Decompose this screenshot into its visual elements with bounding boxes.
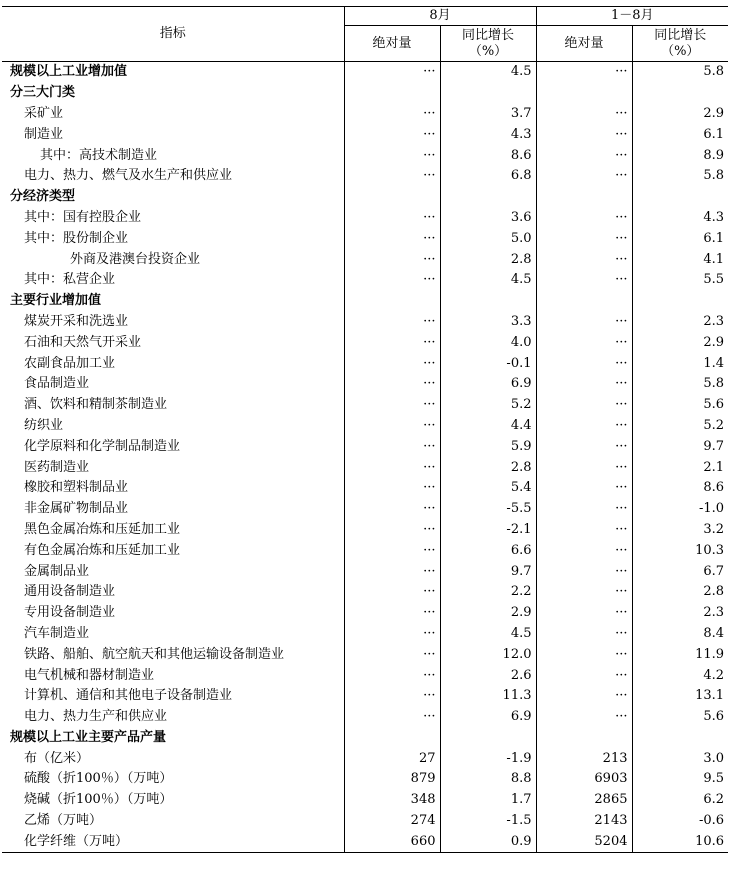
jan-aug-absolute: ···	[536, 436, 632, 457]
row-label: 乙烯（万吨）	[2, 811, 344, 832]
table-row	[2, 644, 728, 665]
row-label: 电力、热力生产和供应业	[2, 707, 344, 728]
aug-absolute: 27	[344, 748, 440, 769]
aug-yoy: 1.7	[440, 790, 536, 811]
row-label: 其中：股份制企业	[2, 228, 344, 249]
aug-yoy: 8.6	[440, 145, 536, 166]
jan-aug-yoy: 5.6	[703, 709, 725, 725]
jan-aug-yoy: 6.2	[703, 792, 725, 808]
jan-aug-yoy: 6.7	[703, 563, 725, 579]
table-row	[2, 540, 728, 561]
aug-yoy: 2.6	[440, 665, 536, 686]
jan-aug-absolute	[536, 291, 632, 312]
table-row	[2, 686, 728, 707]
aug-absolute: ···	[344, 624, 440, 645]
aug-absolute: ···	[344, 540, 440, 561]
aug-yoy: 12.0	[440, 644, 536, 665]
jan-aug-absolute: ···	[536, 582, 632, 603]
aug-yoy: 6.8	[440, 166, 536, 187]
table-row	[2, 62, 728, 83]
aug-absolute: ···	[344, 104, 440, 125]
jan-aug-absolute: ···	[536, 353, 632, 374]
jan-aug-absolute: ···	[536, 624, 632, 645]
table-row	[2, 208, 728, 229]
aug-yoy: 5.9	[440, 436, 536, 457]
jan-aug-yoy: 4.3	[703, 209, 725, 225]
aug-absolute: ···	[344, 124, 440, 145]
jan-aug-absolute: ···	[536, 416, 632, 437]
jan-aug-yoy	[632, 83, 728, 104]
jan-aug-absolute: ···	[536, 228, 632, 249]
row-label: 食品制造业	[2, 374, 344, 395]
aug-yoy: 3.6	[440, 208, 536, 229]
row-label: 规模以上工业主要产品产量	[2, 728, 344, 749]
row-label: 非金属矿物制品业	[2, 499, 344, 520]
aug-yoy: 5.4	[440, 478, 536, 499]
jan-aug-yoy: 9.5	[703, 771, 725, 787]
aug-absolute	[344, 728, 440, 749]
aug-yoy	[440, 728, 536, 749]
jan-aug-yoy: 4.1	[703, 251, 725, 267]
aug-absolute: ···	[344, 166, 440, 187]
table-row	[2, 187, 728, 208]
jan-aug-yoy: 5.8	[703, 64, 725, 80]
row-label: 布（亿米）	[2, 748, 344, 769]
row-label: 农副食品加工业	[2, 353, 344, 374]
jan-aug-absolute: 5204	[536, 831, 632, 852]
aug-absolute: ···	[344, 520, 440, 541]
jan-aug-absolute: ···	[536, 208, 632, 229]
table-row	[2, 270, 728, 291]
row-label: 制造业	[2, 124, 344, 145]
jan-aug-yoy: 9.7	[703, 438, 725, 454]
aug-absolute: ···	[344, 665, 440, 686]
aug-absolute: ···	[344, 416, 440, 437]
aug-absolute: ···	[344, 603, 440, 624]
jan-aug-absolute: ···	[536, 686, 632, 707]
table-row	[2, 124, 728, 145]
jan-aug-yoy: 5.2	[703, 417, 725, 433]
aug-yoy: 0.9	[440, 831, 536, 852]
aug-absolute	[344, 291, 440, 312]
table-row	[2, 603, 728, 624]
aug-yoy: 3.3	[440, 312, 536, 333]
table-row	[2, 478, 728, 499]
jan-aug-yoy: 2.3	[703, 313, 725, 329]
jan-aug-yoy	[632, 187, 728, 208]
aug-absolute: ···	[344, 436, 440, 457]
aug-absolute: ···	[344, 686, 440, 707]
row-label: 金属制品业	[2, 561, 344, 582]
abs-header-jan-aug: 绝对量	[536, 26, 632, 62]
aug-absolute: 879	[344, 769, 440, 790]
table-row	[2, 83, 728, 104]
aug-yoy: 6.9	[440, 374, 536, 395]
row-label: 汽车制造业	[2, 624, 344, 645]
row-label: 铁路、船舶、航空航天和其他运输设备制造业	[2, 644, 344, 665]
table-row	[2, 291, 728, 312]
row-label: 其中：国有控股企业	[2, 208, 344, 229]
row-label: 医药制造业	[2, 457, 344, 478]
aug-yoy: 4.0	[440, 332, 536, 353]
aug-yoy: -5.5	[440, 499, 536, 520]
aug-yoy: 5.0	[440, 228, 536, 249]
jan-aug-absolute: 2143	[536, 811, 632, 832]
jan-aug-yoy: 10.3	[695, 542, 725, 558]
jan-aug-absolute	[536, 728, 632, 749]
aug-absolute: ···	[344, 707, 440, 728]
jan-aug-absolute: ···	[536, 603, 632, 624]
jan-aug-absolute: ···	[536, 457, 632, 478]
industrial-stats-table	[2, 6, 728, 853]
aug-yoy: 6.9	[440, 707, 536, 728]
jan-aug-absolute: ···	[536, 707, 632, 728]
aug-yoy	[440, 83, 536, 104]
aug-absolute	[344, 83, 440, 104]
table-row	[2, 312, 728, 333]
jan-aug-absolute: ···	[536, 540, 632, 561]
jan-aug-absolute: ···	[536, 312, 632, 333]
aug-yoy: 2.2	[440, 582, 536, 603]
abs-header-aug: 绝对量	[344, 26, 440, 62]
aug-yoy: -2.1	[440, 520, 536, 541]
jan-aug-absolute: ···	[536, 395, 632, 416]
row-label: 石油和天然气开采业	[2, 332, 344, 353]
jan-aug-yoy: 3.0	[703, 750, 725, 766]
group-header-jan-aug: 1－8月	[536, 7, 728, 26]
jan-aug-yoy: 8.6	[703, 480, 725, 496]
aug-yoy: 4.5	[440, 270, 536, 291]
jan-aug-yoy: 8.4	[703, 625, 725, 641]
aug-yoy: 4.5	[440, 624, 536, 645]
jan-aug-yoy: 5.8	[703, 168, 725, 184]
jan-aug-absolute: 213	[536, 748, 632, 769]
row-label: 计算机、通信和其他电子设备制造业	[2, 686, 344, 707]
row-label: 采矿业	[2, 104, 344, 125]
jan-aug-absolute	[536, 187, 632, 208]
jan-aug-absolute: 2865	[536, 790, 632, 811]
jan-aug-yoy: 10.6	[632, 831, 728, 852]
aug-yoy: 4.3	[440, 124, 536, 145]
row-label: 酒、饮料和精制茶制造业	[2, 395, 344, 416]
table-row	[2, 728, 728, 749]
aug-absolute: ···	[344, 374, 440, 395]
jan-aug-absolute: 6903	[536, 769, 632, 790]
table-row	[2, 769, 728, 790]
jan-aug-absolute: ···	[536, 478, 632, 499]
row-label: 电力、热力、燃气及水生产和供应业	[2, 166, 344, 187]
table-row	[2, 228, 728, 249]
aug-yoy: 3.7	[440, 104, 536, 125]
row-label: 煤炭开采和洗选业	[2, 312, 344, 333]
row-label: 有色金属冶炼和压延加工业	[2, 540, 344, 561]
jan-aug-yoy: 2.1	[703, 459, 725, 475]
jan-aug-yoy: 6.1	[703, 230, 725, 246]
table-row	[2, 811, 728, 832]
table-row	[2, 457, 728, 478]
table-row	[2, 520, 728, 541]
table-row	[2, 353, 728, 374]
jan-aug-yoy: -1.0	[698, 501, 725, 517]
aug-absolute: ···	[344, 332, 440, 353]
jan-aug-yoy: 3.2	[703, 521, 725, 537]
aug-yoy	[440, 291, 536, 312]
jan-aug-yoy: 5.5	[703, 272, 725, 288]
aug-absolute: ···	[344, 62, 440, 83]
jan-aug-absolute: ···	[536, 520, 632, 541]
aug-yoy: 2.8	[440, 249, 536, 270]
jan-aug-yoy: 6.1	[703, 126, 725, 142]
aug-yoy: 4.4	[440, 416, 536, 437]
row-label: 化学原料和化学制品制造业	[2, 436, 344, 457]
aug-absolute: 348	[344, 790, 440, 811]
row-label: 黑色金属冶炼和压延加工业	[2, 520, 344, 541]
jan-aug-absolute: ···	[536, 644, 632, 665]
table-row	[2, 582, 728, 603]
aug-absolute: ···	[344, 249, 440, 270]
aug-yoy: 11.3	[440, 686, 536, 707]
indicator-header: 指标	[2, 7, 344, 62]
aug-absolute: ···	[344, 312, 440, 333]
table-row	[2, 145, 728, 166]
aug-absolute: ···	[344, 395, 440, 416]
aug-absolute: ···	[344, 644, 440, 665]
row-label: 专用设备制造业	[2, 603, 344, 624]
table-row	[2, 166, 728, 187]
jan-aug-absolute: ···	[536, 124, 632, 145]
row-label: 外商及港澳台投资企业	[2, 249, 344, 270]
jan-aug-yoy: 2.3	[703, 605, 725, 621]
aug-absolute: 660	[344, 831, 440, 852]
table-row	[2, 561, 728, 582]
table-row	[2, 395, 728, 416]
aug-yoy: 2.9	[440, 603, 536, 624]
row-label: 纺织业	[2, 416, 344, 437]
aug-yoy: -1.5	[440, 811, 536, 832]
jan-aug-yoy: 13.1	[695, 688, 725, 704]
aug-yoy	[440, 187, 536, 208]
jan-aug-absolute: ···	[536, 249, 632, 270]
aug-absolute: ···	[344, 499, 440, 520]
jan-aug-yoy: 5.8	[703, 376, 725, 392]
jan-aug-yoy: 11.9	[695, 646, 725, 662]
jan-aug-yoy: 4.2	[703, 667, 725, 683]
aug-yoy: 8.8	[440, 769, 536, 790]
row-label: 烧碱（折100％）（万吨）	[2, 790, 344, 811]
table-row	[2, 748, 728, 769]
table-row	[2, 249, 728, 270]
jan-aug-absolute: ···	[536, 499, 632, 520]
jan-aug-yoy: 8.9	[703, 147, 725, 163]
aug-yoy: -0.1	[440, 353, 536, 374]
row-label: 其中：高技术制造业	[2, 145, 344, 166]
row-label: 硫酸（折100％）（万吨）	[2, 769, 344, 790]
aug-absolute: 274	[344, 811, 440, 832]
row-label: 分经济类型	[2, 187, 344, 208]
aug-absolute: ···	[344, 353, 440, 374]
table-row	[2, 332, 728, 353]
table-row	[2, 104, 728, 125]
group-header-aug: 8月	[344, 7, 536, 26]
jan-aug-yoy	[632, 728, 728, 749]
table-row	[2, 374, 728, 395]
aug-absolute: ···	[344, 208, 440, 229]
jan-aug-absolute: ···	[536, 104, 632, 125]
table-row	[2, 707, 728, 728]
row-label: 主要行业增加值	[2, 291, 344, 312]
aug-absolute	[344, 187, 440, 208]
aug-yoy: -1.9	[440, 748, 536, 769]
row-label: 化学纤维（万吨）	[2, 831, 344, 852]
jan-aug-yoy: -0.6	[698, 813, 725, 829]
table-row	[2, 831, 728, 852]
aug-absolute: ···	[344, 457, 440, 478]
aug-absolute: ···	[344, 561, 440, 582]
jan-aug-absolute	[536, 83, 632, 104]
yoy-header-jan-aug: 同比增长 （%）	[632, 26, 728, 62]
jan-aug-absolute: ···	[536, 62, 632, 83]
jan-aug-absolute: ···	[536, 270, 632, 291]
aug-absolute: ···	[344, 228, 440, 249]
jan-aug-absolute: ···	[536, 665, 632, 686]
aug-yoy: 2.8	[440, 457, 536, 478]
jan-aug-yoy: 2.9	[703, 105, 725, 121]
table-row	[2, 499, 728, 520]
jan-aug-absolute: ···	[536, 145, 632, 166]
row-label: 电气机械和器材制造业	[2, 665, 344, 686]
table-row	[2, 416, 728, 437]
jan-aug-absolute: ···	[536, 332, 632, 353]
row-label: 其中：私营企业	[2, 270, 344, 291]
aug-yoy: 9.7	[440, 561, 536, 582]
jan-aug-yoy: 1.4	[703, 355, 725, 371]
aug-absolute: ···	[344, 145, 440, 166]
table-row	[2, 624, 728, 645]
row-label: 通用设备制造业	[2, 582, 344, 603]
aug-yoy: 6.6	[440, 540, 536, 561]
jan-aug-absolute: ···	[536, 374, 632, 395]
aug-yoy: 4.5	[440, 62, 536, 83]
table-row	[2, 790, 728, 811]
aug-absolute: ···	[344, 478, 440, 499]
row-label: 规模以上工业增加值	[2, 62, 344, 83]
jan-aug-yoy	[632, 291, 728, 312]
row-label: 橡胶和塑料制品业	[2, 478, 344, 499]
jan-aug-yoy: 5.6	[703, 397, 725, 413]
aug-absolute: ···	[344, 270, 440, 291]
row-label: 分三大门类	[2, 83, 344, 104]
yoy-header-aug: 同比增长 （%）	[440, 26, 536, 62]
aug-yoy: 5.2	[440, 395, 536, 416]
jan-aug-absolute: ···	[536, 561, 632, 582]
jan-aug-yoy: 2.8	[703, 584, 725, 600]
table-row	[2, 665, 728, 686]
jan-aug-yoy: 2.9	[703, 334, 725, 350]
aug-absolute: ···	[344, 582, 440, 603]
table-row	[2, 436, 728, 457]
jan-aug-absolute: ···	[536, 166, 632, 187]
